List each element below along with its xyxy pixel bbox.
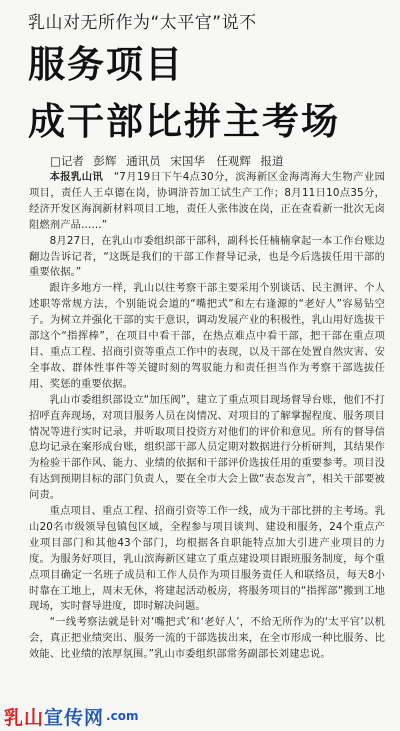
- article-paragraph-3: 跟许多地方一样，乳山以往考察干部主要采用个别谈话、民主测评、个人述职等常规方法，个别能说会道的“嘴把式”和左右逢源的“老好人”容易钻空子。为树立并强化干部的实干意识，调动发展产业的积极性，乳山用好选拔干部这个“指挥棒”，在项目中看干部，在热点难点中看干部，把干部在重点项目、重点工程、招商引资等重点工作中的表现，以及干部在处置自然灾害、安全事故、群体性事件等关键时刻的驾驭能力和责任担当作为考察干部选拔任用、奖惩的重要依据。: [29, 282, 385, 390]
- byline: [50, 153, 290, 169]
- logo-text-xuanchuanwang: 宣传网: [44, 706, 105, 729]
- byline-reporter: 彭辉: [93, 154, 117, 168]
- logo-text-rushan: 乳山: [4, 706, 45, 729]
- byline-prefix: □记者: [50, 154, 84, 168]
- headline-line-2: 成干部比拼主考场: [28, 100, 340, 143]
- article-paragraph-4: 乳山市委组织部设立“加压阀”，建立了重点项目现场督导台账，他们不打招呼直奔现场，对项目服务人员在岗情况、对项目的了解掌握程度、服务项目情况等进行实时记录，并听取项目投资方对他们的评价和意见。所有的督导信息均记录在案形成台账，组织部干部人员定期对数据进行分析研判，其结果作为检验干部作风、能力、业绩的依据和干部评价选拔任用的重要参考。项目没有达到预期目标的部门负责人，要在全市大会上做“表态发言”，相关干部要被问责。: [29, 393, 385, 502]
- byline-suffix: 报道: [260, 154, 284, 168]
- dateline: 本报乳山讯: [49, 171, 104, 183]
- byline-role: 通讯员: [126, 154, 161, 168]
- site-watermark: [0, 698, 400, 731]
- rushan-xuanchuan-logo: [4, 704, 138, 728]
- article-kicker: 乳山对无所作为“太平官”说不: [28, 13, 257, 33]
- byline-correspondents: 宋国华 任观辉: [170, 154, 251, 168]
- headline-line-1: 服务项目: [28, 43, 184, 86]
- article-paragraph-5: 重点项目、重点工程、招商引资等工作一线，成为干部比拼的主考场。乳山20名市级领导包镇包区域，全程参与项目谈判、建设和服务，24个重点产业项目部门和其他43个部门，均根据各自职能特点加大引进产业项目的力度。为服务好项目，乳山滨海新区建立了重点建设项目跟班服务制度，每个重点项目确定一名班子成员和工作人员作为项目服务责任人和联络员，每天8小时靠在工地上，周末无休，将建起活动板房，将服务项目的“指挥部”搬到工地现场，实时督导进度，即时解决问题。: [29, 505, 385, 613]
- logo-text-domain: .com: [106, 709, 139, 723]
- article-paragraph-2: 8月27日，在乳山市委组织部干部科，副科长任楠楠拿起一本工作台账边翻边告诉记者，“这既是我们的干部工作督导记录，也是今后选拔任用干部的重要依据。”: [29, 234, 385, 279]
- article-body: [29, 170, 385, 663]
- article-paragraph-1: 本报乳山讯 “7月19日下午4点30分，滨海新区金海湾海大生物产业园项目，责任人王卓德在岗，协调浒苔加工试生产工作；8月11日10点35分，经济开发区海润新材料项目工地，责任人张伟波在岗，正在查看新一批次无卤阻燃剂产品……”: [29, 171, 385, 231]
- article-paragraph-6: “一线考察法就是针对‘嘴把式’和‘老好人’，不给无所作为的‘太平官’以机会，真正把业绩突出、服务一流的干部选拔出来，在全市形成一种比服务、比效能、比业绩的浓厚氛围。”乳山市委组织部常务副部长刘建忠说。: [29, 616, 385, 661]
